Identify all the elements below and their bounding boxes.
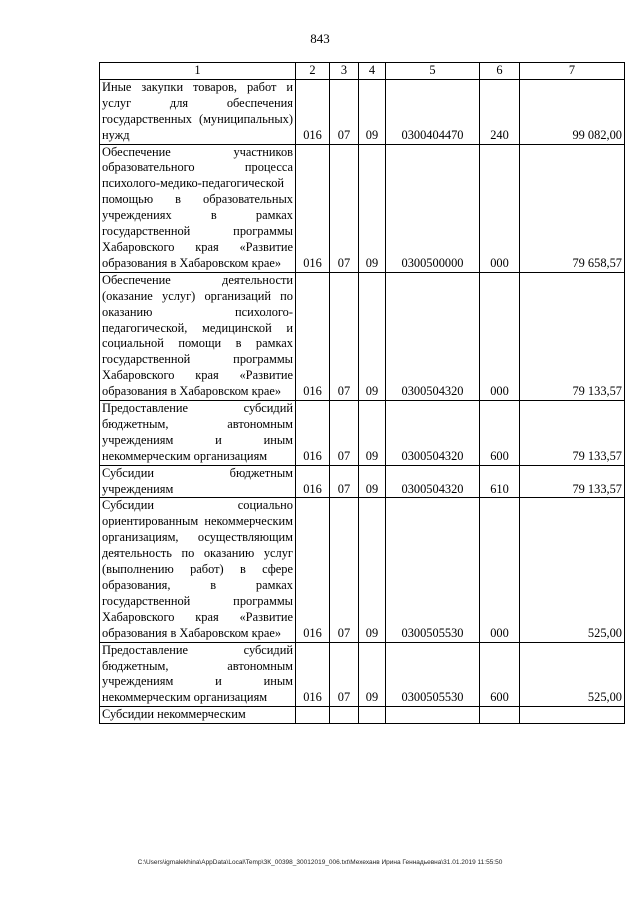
row-name: Иные закупки товаров, работ и услуг для обеспечения государственных (муниципальных) нужд: [100, 79, 296, 144]
file-path-footer: C:\Users\igmalekhina\AppData\Local\Temp\ЗК_00398_30012019_006.txt\Мехеханв Ирина Геннадьевна\31.01.2019 11:55:50: [137, 859, 503, 866]
row-target-code: 0300505530: [386, 642, 480, 707]
table-row: [100, 498, 625, 642]
row-target-code: 0300504320: [386, 465, 480, 498]
row-ministry-code: 016: [296, 401, 330, 466]
row-target-code: 0300500000: [386, 144, 480, 272]
row-amount: 79 133,57: [520, 401, 625, 466]
row-section-code: 07: [330, 642, 359, 707]
row-subsection-code: 09: [359, 272, 386, 400]
row-ministry-code: [296, 707, 330, 724]
row-subsection-code: 09: [359, 642, 386, 707]
row-amount: 79 658,57: [520, 144, 625, 272]
table-header-row: [100, 63, 625, 80]
row-subsection-code: [359, 707, 386, 724]
row-amount: 79 133,57: [520, 465, 625, 498]
row-target-code: 0300504320: [386, 272, 480, 400]
row-expense-type: 600: [480, 642, 520, 707]
row-section-code: 07: [330, 465, 359, 498]
row-amount: [520, 707, 625, 724]
row-name: Субсидии бюджетным учреждениям: [100, 465, 296, 498]
row-subsection-code: 09: [359, 401, 386, 466]
row-expense-type: [480, 707, 520, 724]
row-section-code: 07: [330, 498, 359, 642]
row-name: Субсидии социально ориентированным некоммерческим организациям, осуществляющим деятельность по оказанию услуг (выполнению работ) в сфере образования, в рамках государственной программы Хабаровского края «Развитие образования в Хабаровском крае»: [100, 498, 296, 642]
row-name: Предоставление субсидий бюджетным, автономным учреждениям и иным некоммерческим организациям: [100, 642, 296, 707]
row-ministry-code: 016: [296, 272, 330, 400]
row-ministry-code: 016: [296, 642, 330, 707]
row-amount: 99 082,00: [520, 79, 625, 144]
row-subsection-code: 09: [359, 79, 386, 144]
row-amount: 79 133,57: [520, 272, 625, 400]
row-section-code: 07: [330, 79, 359, 144]
column-header-2: 2: [296, 63, 330, 80]
row-target-code: [386, 707, 480, 724]
row-subsection-code: 09: [359, 498, 386, 642]
column-header-4: 4: [359, 63, 386, 80]
row-amount: 525,00: [520, 642, 625, 707]
table-row: [100, 79, 625, 144]
row-name: Предоставление субсидий бюджетным, автономным учреждениям и иным некоммерческим организациям: [100, 401, 296, 466]
table-row: [100, 707, 625, 724]
column-header-5: 5: [386, 63, 480, 80]
row-amount: 525,00: [520, 498, 625, 642]
budget-table: [99, 62, 625, 724]
table-row: [100, 465, 625, 498]
column-header-7: 7: [520, 63, 625, 80]
row-section-code: [330, 707, 359, 724]
row-subsection-code: 09: [359, 465, 386, 498]
row-expense-type: 000: [480, 498, 520, 642]
row-expense-type: 000: [480, 144, 520, 272]
page-number: 843: [310, 31, 330, 46]
row-target-code: 0300505530: [386, 498, 480, 642]
row-section-code: 07: [330, 144, 359, 272]
row-ministry-code: 016: [296, 144, 330, 272]
row-name: Обеспечение деятельности (оказание услуг) организаций по оказанию психолого-педагогической, медицинской и социальной помощи в рамках государственной программы Хабаровского края «Развитие образования в Хабаровском крае»: [100, 272, 296, 400]
table-row: [100, 401, 625, 466]
row-expense-type: 240: [480, 79, 520, 144]
column-header-3: 3: [330, 63, 359, 80]
table-row: [100, 642, 625, 707]
table-row: [100, 272, 625, 400]
row-name: Обеспечение участников образовательного процесса психолого-медико-педагогической помощью в образовательных учреждениях в рамках государственной программы Хабаровского края «Развитие образования в Хабаровском крае»: [100, 144, 296, 272]
row-ministry-code: 016: [296, 498, 330, 642]
table-row: [100, 144, 625, 272]
row-section-code: 07: [330, 272, 359, 400]
column-header-1: 1: [100, 63, 296, 80]
row-ministry-code: 016: [296, 465, 330, 498]
row-expense-type: 600: [480, 401, 520, 466]
row-name: Субсидии некоммерческим: [100, 707, 296, 724]
row-section-code: 07: [330, 401, 359, 466]
column-header-6: 6: [480, 63, 520, 80]
row-target-code: 0300404470: [386, 79, 480, 144]
row-expense-type: 000: [480, 272, 520, 400]
row-target-code: 0300504320: [386, 401, 480, 466]
row-subsection-code: 09: [359, 144, 386, 272]
row-ministry-code: 016: [296, 79, 330, 144]
row-expense-type: 610: [480, 465, 520, 498]
